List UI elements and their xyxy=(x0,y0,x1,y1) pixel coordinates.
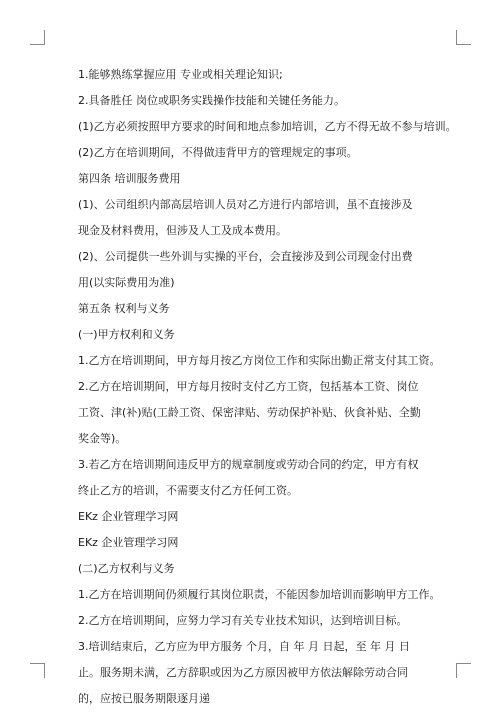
paragraph: 3.若乙方在培训期间违反甲方的规章制度或劳动合同的约定，甲方有权终止乙方的培训，不需要支付乙方任何工资。 xyxy=(78,458,419,497)
crop-mark-top-right xyxy=(456,30,471,45)
paragraph: (2)、公司提供一些外训与实操的平台，会直接涉及到公司现金付出费用(以实际费用为准) xyxy=(78,250,413,289)
paragraph: 1.能够熟练掌握应用 专业或相关理论知识; xyxy=(78,68,283,81)
document-body xyxy=(78,62,457,712)
paragraph: (1)、公司组织内部高层培训人员对乙方进行内部培训，虽不直接涉及现金及材料费用，但涉及人工及成本费用。 xyxy=(78,198,413,237)
paragraph: 3.培训结束后，乙方应为甲方服务 个月，自 年 月 日起，至 年 月 日止。服务期未满，乙方辞职或因为乙方原因被甲方依法解除劳动合同的，应按已服务期限逐月递 xyxy=(78,640,410,705)
paragraph: 1.乙方在培训期间，甲方每月按乙方岗位工作和实际出勤正常支付其工资。 xyxy=(78,354,441,367)
subsection-heading: (一)甲方权利和义务 xyxy=(78,328,175,341)
paragraph: 2.具备胜任 岗位或职务实践操作技能和关键任务能力。 xyxy=(78,94,345,107)
watermark-text-line: EKz 企业管理学习网 xyxy=(78,510,179,523)
section-heading: 第五条 权利与义务 xyxy=(78,302,170,315)
subsection-heading: (二)乙方权利与义务 xyxy=(78,562,175,575)
watermark-text-line: EKz 企业管理学习网 xyxy=(78,536,179,549)
paragraph: 1.乙方在培训期间仍须履行其岗位职责，不能因参加培训而影响甲方工作。 xyxy=(78,588,441,601)
section-heading: 第四条 培训服务费用 xyxy=(78,172,181,185)
crop-mark-bottom-right xyxy=(456,663,471,678)
crop-mark-top-left xyxy=(30,30,45,45)
paragraph: 2.乙方在培训期间，甲方每月按时支付乙方工资，包括基本工资、岗位工资、津(补)贴(工龄工资、保密津贴、劳动保护补贴、伙食补贴、全勤奖金等)。 xyxy=(78,380,421,445)
paragraph: 2.乙方在培训期间，应努力学习有关专业技术知识，达到培训目标。 xyxy=(78,614,408,627)
crop-mark-bottom-left xyxy=(30,663,45,678)
paragraph: (2)乙方在培训期间，不得做违背甲方的管理规定的事项。 xyxy=(78,146,358,159)
paragraph: (1)乙方必须按照甲方要求的时间和地点参加培训，乙方不得无故不参与培训。 xyxy=(78,120,457,133)
